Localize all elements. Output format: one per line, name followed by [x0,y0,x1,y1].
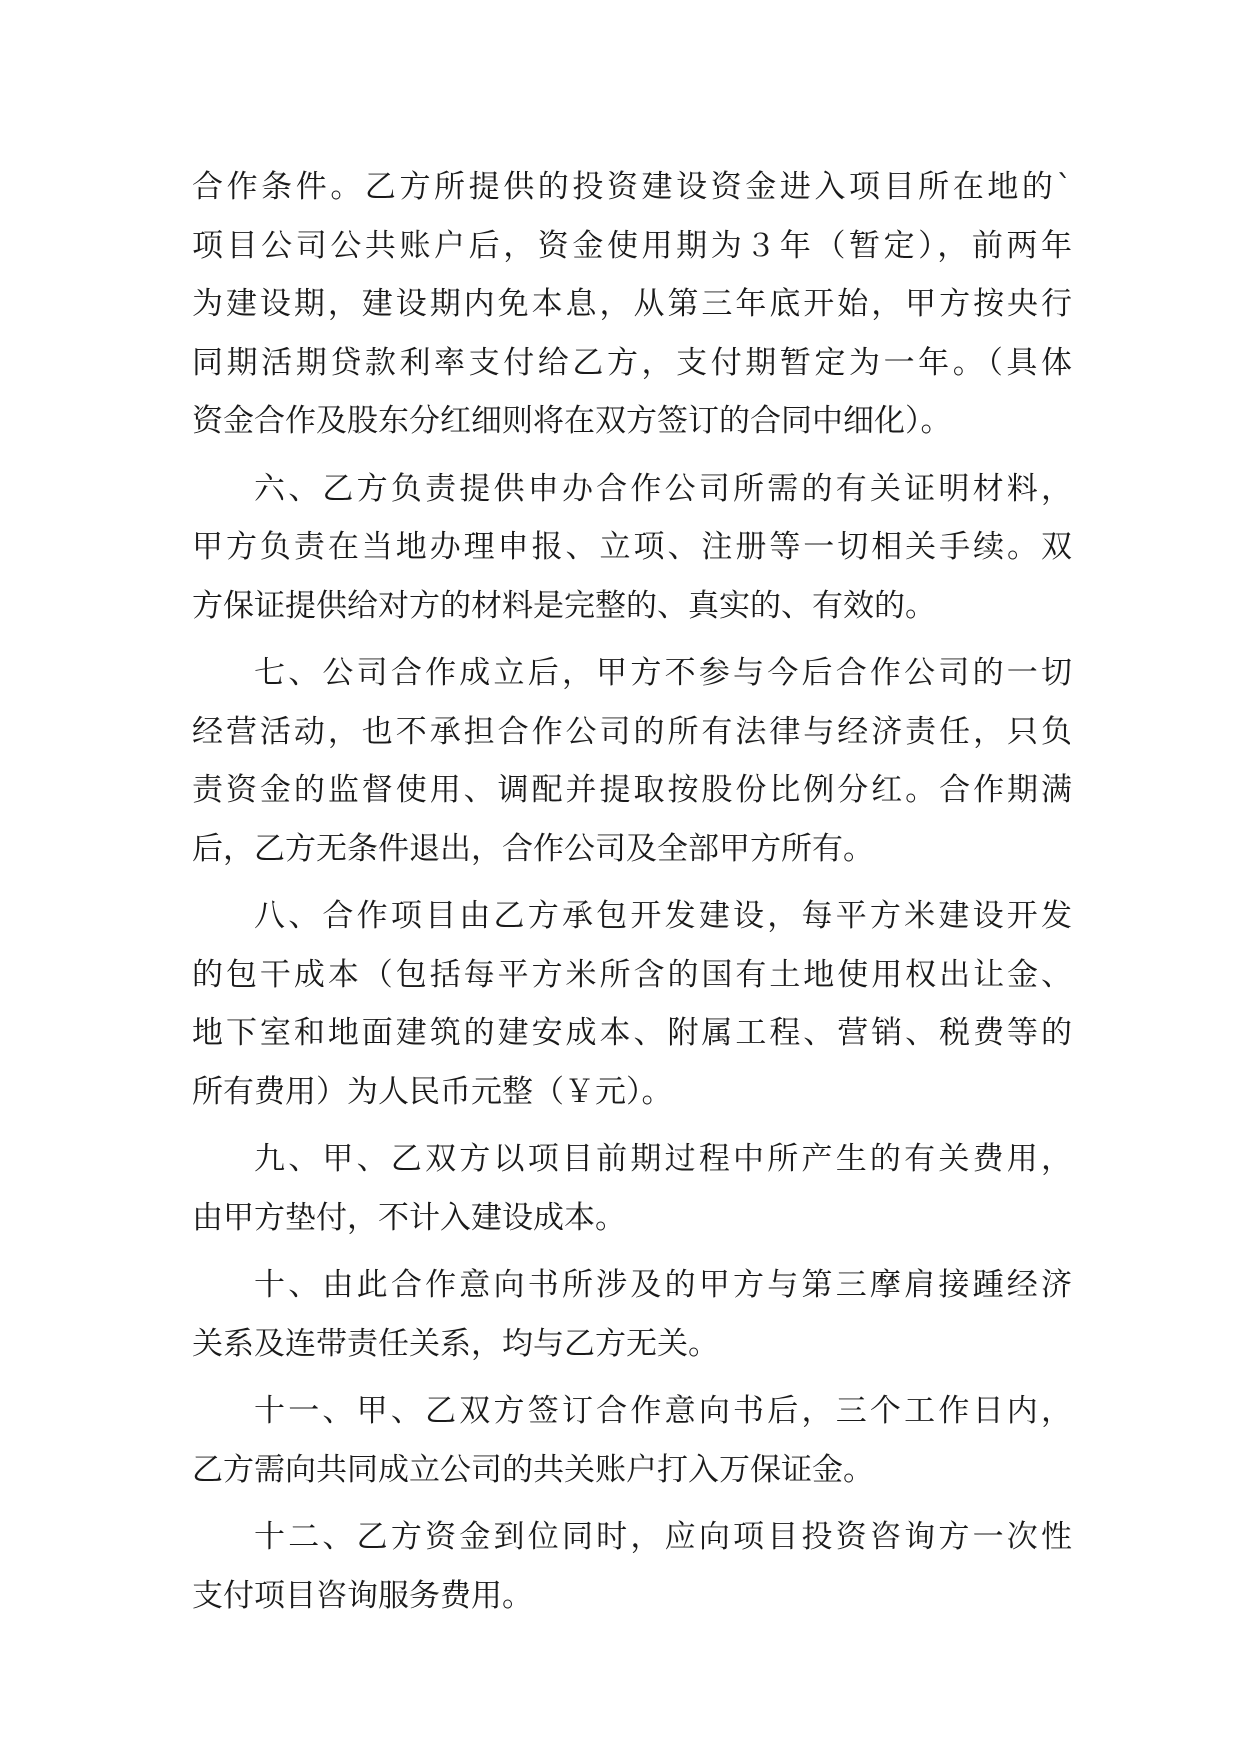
paragraph-11-line: 十一、甲、乙双方签订合作意向书后，三个工作日内， [254,1393,1072,1429]
paragraph-gap [192,1373,1072,1382]
text-line: 支付项目咨询服务费用。 [192,1577,533,1614]
text-line: 乙方需向共同成立公司的共关账户打入万保证金。 [192,1451,874,1488]
text-line: 方保证提供给对方的材料是完整的、真实的、有效的。 [192,587,936,624]
text-line: 为建设期，建设期内免本息，从第三年底开始，甲方按央行 [192,286,1072,322]
document-body [192,158,1072,1625]
paragraph-8-line: 八、合作项目由乙方承包开发建设，每平方米建设开发 [254,898,1072,934]
paragraph-7-line: 七、公司合作成立后，甲方不参与今后合作公司的一切 [254,655,1072,691]
text-line: 后，乙方无条件退出，合作公司及全部甲方所有。 [192,830,874,867]
text-line: 责资金的监督使用、调配并提取按股份比例分红。合作期满 [192,772,1072,808]
paragraph-9-line: 九、甲、乙双方以项目前期过程中所产生的有关费用， [254,1141,1072,1177]
text-line: 由甲方垫付，不计入建设成本。 [192,1199,626,1236]
paragraph-gap [192,635,1072,644]
paragraph-10-line: 十、由此合作意向书所涉及的甲方与第三摩肩接踵经济 [254,1267,1072,1303]
text-line: 所有费用）为人民币元整（￥元）。 [192,1073,673,1110]
text-line: 同期活期贷款利率支付给乙方，支付期暂定为一年。（具体 [192,344,1072,381]
paragraph-gap [192,1247,1072,1256]
paragraph-6-line: 六、乙方负责提供申办合作公司所需的有关证明材料， [254,470,1072,507]
paragraph-gap [192,1121,1072,1130]
paragraph-gap [192,451,1072,460]
text-line: 项目公司公共账户后，资金使用期为３年（暂定），前两年 [192,227,1072,264]
text-line: 甲方负责在当地办理申报、立项、注册等一切相关手续。双 [192,529,1072,565]
text-line: 经营活动，也不承担合作公司的所有法律与经济责任，只负 [192,713,1072,750]
paragraph-gap [192,878,1072,887]
text-line: 关系及连带责任关系，均与乙方无关。 [192,1325,719,1362]
paragraph-12-line: 十二、乙方资金到位同时，应向项目投资咨询方一次性 [254,1519,1072,1555]
paragraph-gap [192,1499,1072,1508]
text-line: 地下室和地面建筑的建安成本、附属工程、营销、税费等的 [192,1015,1072,1051]
text-line: 的包干成本（包括每平方米所含的国有土地使用权出让金、 [192,956,1072,993]
text-line: 合作条件。乙方所提供的投资建设资金进入项目所在地的` [192,169,1072,205]
text-line: 资金合作及股东分红细则将在双方签订的合同中细化）。 [192,403,952,439]
